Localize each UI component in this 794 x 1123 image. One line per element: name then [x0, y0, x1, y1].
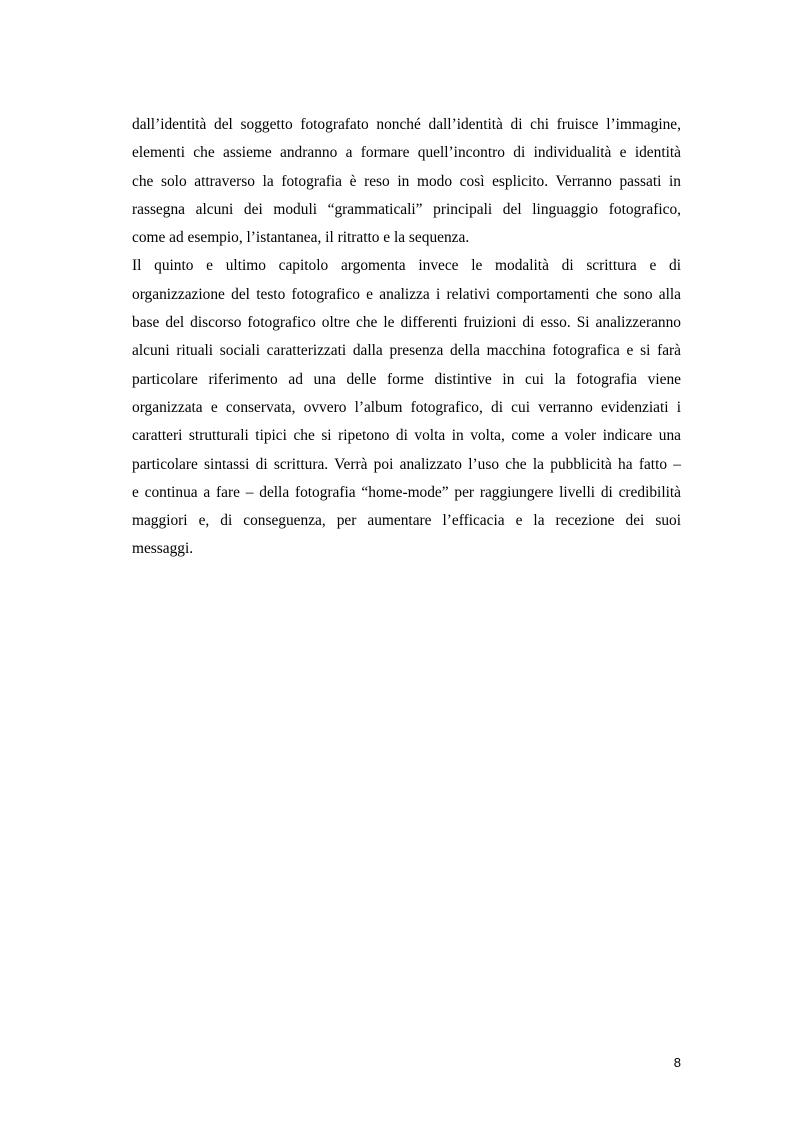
text-line: che solo attraverso la fotografia è reso in modo così esplicito. Verranno passati in: [132, 172, 681, 190]
paragraph-1: [132, 111, 681, 252]
text-line: caratteri strutturali tipici che si ripetono di volta in volta, come a voler indicare una: [132, 427, 681, 445]
body-text: [132, 111, 681, 564]
text-line: rassegna alcuni dei moduli “grammaticali” principali del linguaggio fotografico,: [132, 200, 681, 218]
text-line: e continua a fare – della fotografia “home-mode” per raggiungere livelli di credibilità: [132, 483, 681, 501]
text-line: messaggi.: [132, 540, 194, 558]
paragraph-2: [132, 252, 681, 563]
text-line: alcuni rituali sociali caratterizzati dalla presenza della macchina fotografica e si farà: [132, 342, 681, 360]
text-line: elementi che assieme andranno a formare quell’incontro di individualità e identità: [132, 144, 681, 162]
text-line: base del discorso fotografico oltre che le differenti fruizioni di esso. Si analizzeranno: [132, 314, 681, 332]
text-line: organizzata e conservata, ovvero l’album fotografico, di cui verranno evidenziati i: [132, 398, 681, 416]
text-line: particolare riferimento ad una delle forme distintive in cui la fotografia viene: [132, 370, 681, 388]
page-number: 8: [673, 1055, 681, 1070]
text-line: dall’identità del soggetto fotografato nonché dall’identità di chi fruisce l’immagine,: [132, 116, 681, 133]
text-line: come ad esempio, l’istantanea, il ritratto e la sequenza.: [132, 229, 470, 247]
text-line: organizzazione del testo fotografico e analizza i relativi comportamenti che sono alla: [132, 285, 681, 303]
text-line: Il quinto e ultimo capitolo argomenta invece le modalità di scrittura e di: [132, 257, 681, 275]
text-line: particolare sintassi di scrittura. Verrà poi analizzato l’uso che la pubblicità ha fatto –: [132, 455, 681, 473]
text-line: maggiori e, di conseguenza, per aumentare l’efficacia e la recezione dei suoi: [132, 512, 681, 530]
